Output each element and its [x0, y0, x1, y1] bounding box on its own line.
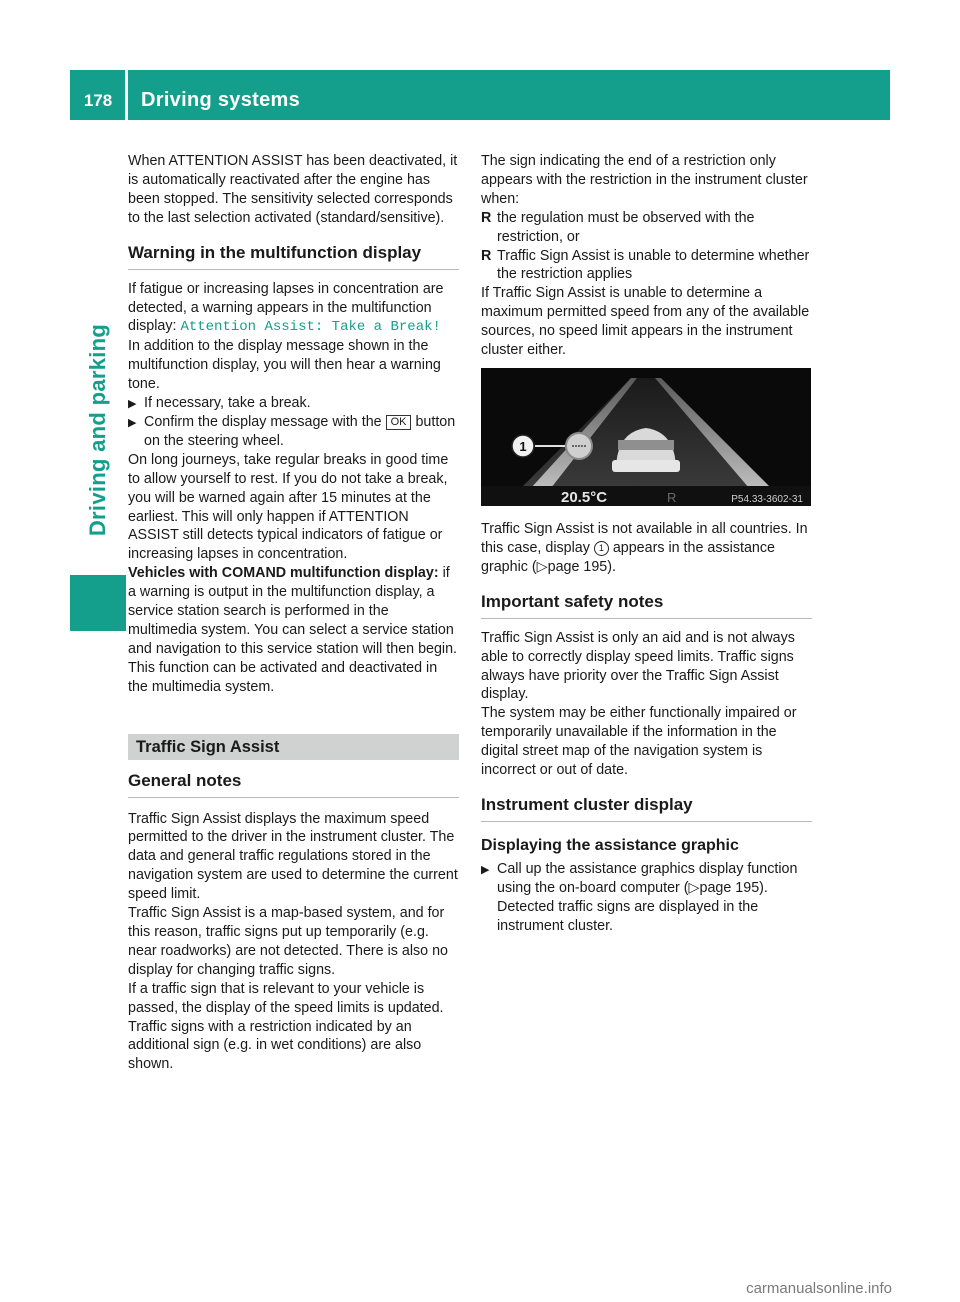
paragraph-text: if a warning is output in the multifunction display, a service station search is performed in the multimedia system. You can select a service station and navigation to this service station will then begin. This function can be activated and deactivated in the multimedia system.: [128, 565, 458, 695]
step-item: [128, 394, 459, 413]
step-text: Confirm the display message with the: [144, 413, 386, 430]
paragraph: [128, 280, 459, 338]
assistance-graphic-figure: [481, 368, 811, 506]
left-column: [128, 152, 459, 1074]
bullet-icon: R: [481, 247, 492, 264]
step-item: [128, 413, 459, 451]
display-message: Attention Assist: Take a Break!: [180, 319, 441, 336]
paragraph: [128, 564, 459, 696]
side-section-label: Driving and parking: [85, 323, 110, 537]
paragraph: Traffic Sign Assist displays the maximum speed permitted to the driver in the instrument cluster. The data and general traffic regulations stored in the navigation system are used to determine the current speed limit.: [128, 810, 458, 903]
chapter-title: Driving systems: [141, 89, 301, 111]
bullet-text: the regulation must be observed with the restriction, or: [497, 209, 755, 245]
figure-code: P54.33-3602-31: [731, 493, 803, 505]
gear-indicator: R: [667, 489, 677, 505]
step-text: button on the steering wheel.: [144, 413, 456, 449]
subheading-assistance-graphic: Displaying the assistance graphic: [481, 836, 739, 854]
heading-general-notes: General notes: [128, 770, 459, 798]
heading-instrument-cluster: Instrument cluster display: [481, 794, 812, 822]
paragraph: If Traffic Sign Assist is unable to determine a maximum permitted speed from any of the available sources, no speed limit appears in the instrument cluster either.: [481, 285, 810, 359]
paragraph-text: If fatigue or increasing lapses in concentration are detected, a warning appears in the multifunction display:: [128, 280, 444, 335]
vehicle-bumper: [612, 460, 680, 472]
bold-lead: Vehicles with COMAND multifunction display:: [128, 565, 439, 582]
step-text: If necessary, take a break.: [144, 395, 311, 412]
ok-button-symbol: OK: [386, 415, 412, 430]
heading-warning: Warning in the multifunction display: [128, 242, 459, 270]
right-column: [481, 152, 812, 936]
page-reference[interactable]: page 195).: [699, 879, 768, 896]
paragraph: [481, 520, 812, 577]
heading-safety-notes: Important safety notes: [481, 591, 812, 619]
page-reference[interactable]: page 195).: [547, 558, 616, 575]
bullet-text: Traffic Sign Assist is unable to determine whether the restriction applies: [497, 247, 810, 283]
paragraph-text: Traffic Sign Assist is not available in all countries. In this case, display: [481, 520, 808, 556]
section-band: Traffic Sign Assist: [128, 734, 459, 760]
paragraph: When ATTENTION ASSIST has been deactivated, it is automatically reactivated after the engine has been stopped. The sensitivity selected corresponds to the last selection activated (standard/sensitive).: [128, 153, 458, 226]
callout-symbol: 1: [594, 541, 609, 556]
watermark: carmanualsonline.info: [746, 1280, 892, 1297]
paragraph-text: appears in the assistance graphic (: [481, 539, 775, 575]
step-item: [481, 860, 812, 936]
paragraph: The system may be either functionally impaired or temporarily unavailable if the information in the digital street map of the navigation system is incorrect or out of date.: [481, 705, 797, 779]
bullet-icon: R: [481, 209, 492, 226]
step-text: Call up the assistance graphics display function using the on-board computer (: [497, 860, 798, 896]
temperature-readout: 20.5°C: [561, 488, 608, 506]
paragraph: Traffic Sign Assist is only an aid and is not always able to correctly display speed limits. Traffic signs always have priority over the Traffic Sign Assist display.: [481, 629, 795, 703]
step-result: Detected traffic signs are displayed in the instrument cluster.: [497, 898, 759, 934]
callout-number: 1: [519, 438, 527, 454]
assistance-graphic: [481, 368, 811, 506]
side-section-marker: [70, 575, 126, 631]
paragraph: Traffic Sign Assist is a map-based system, and for this reason, traffic signs put up temporarily (e.g. near roadworks) are not detected. There is also no display for changing traffic signs.: [128, 905, 449, 978]
paragraph: Traffic signs with a restriction indicated by an additional sign (e.g. in wet conditions) are also shown.: [128, 1018, 422, 1073]
page-number: 178: [83, 91, 113, 110]
paragraph: On long journeys, take regular breaks in good time to allow yourself to rest. If you do not take a break, you will be warned again after 15 minutes at the earliest. This will only happen if ATTENTION ASSIST still detects typical indicators of fatigue or increasing lapses in concentration.: [128, 451, 449, 563]
paragraph: In addition to the display message shown in the multifunction display, you will then hear a warning tone.: [128, 338, 441, 393]
page-ref-arrow-icon: ▷: [536, 558, 548, 575]
bullet-item: [481, 247, 812, 285]
paragraph: If a traffic sign that is relevant to your vehicle is passed, the display of the speed limits is updated.: [128, 980, 444, 1016]
page-ref-arrow-icon: ▷: [688, 879, 700, 896]
vehicle-window: [618, 440, 674, 450]
step-arrow-icon: ▶: [481, 863, 490, 876]
bullet-item: [481, 209, 812, 247]
step-arrow-icon: ▶: [128, 416, 137, 429]
paragraph: The sign indicating the end of a restriction only appears with the restriction in the instrument cluster when:: [481, 153, 808, 207]
step-arrow-icon: ▶: [128, 398, 137, 411]
header-divider: [125, 70, 128, 120]
